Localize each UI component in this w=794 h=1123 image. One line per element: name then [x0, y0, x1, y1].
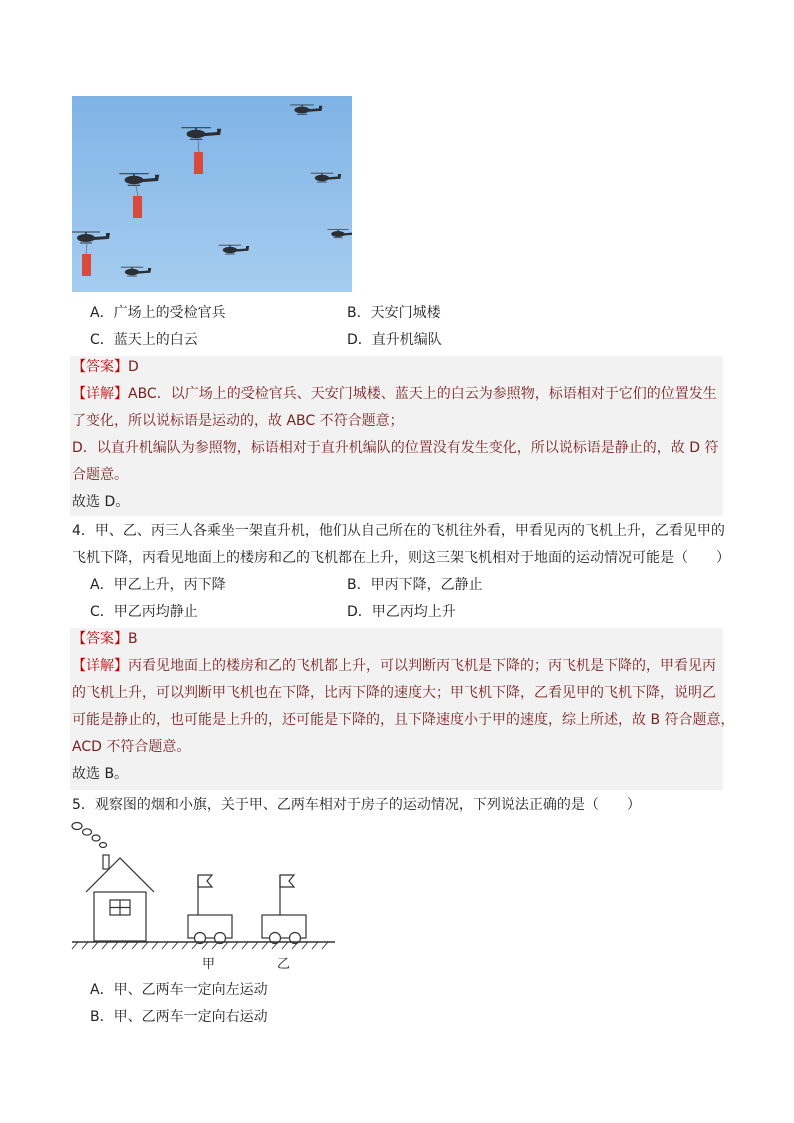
- conclusion: 故选 D。: [72, 494, 130, 510]
- q4-stem-line: 4．甲、乙、丙三人各乘坐一架直升机，他们从自己所在的飞机往外看，甲看见丙的飞机上升，乙看见甲的: [72, 523, 725, 539]
- q4-option-a: A．甲乙上升，丙下降: [90, 577, 226, 593]
- banner-icon: [194, 152, 203, 174]
- detail-text: 合题意。: [72, 467, 128, 483]
- detail-text: ACD 不符合题意。: [72, 739, 191, 755]
- answer-tag: 【答案】: [72, 631, 128, 647]
- car-label-jia: 甲: [202, 957, 216, 972]
- q5-stem: 5．观察图的烟和小旗，关于甲、乙两车相对于房子的运动情况，下列说法正确的是（ ）: [72, 797, 641, 813]
- q5-option-a: A．甲、乙两车一定向左运动: [90, 982, 268, 998]
- detail-text: 的飞机上升，可以判断甲飞机也在下降，比丙下降的速度大；甲飞机下降，乙看见甲的飞机下降，说明乙: [72, 685, 716, 701]
- q4-answer-block: [70, 628, 735, 790]
- q4-detail-line: [72, 657, 716, 675]
- q4-stem-line: 飞机下降，丙看见地面上的楼房和乙的飞机都在上升，则这三架飞机相对于地面的运动情况可能是（ ）: [72, 550, 730, 566]
- q3-detail-line: [72, 385, 717, 403]
- detail-tag: 【详解】: [72, 658, 128, 674]
- detail-text: ABC．以广场上的受检官兵、天安门城楼、蓝天上的白云为参照物，标语相对于它们的位置发生: [128, 386, 717, 402]
- q5-option-b: B．甲、乙两车一定向右运动: [90, 1009, 268, 1025]
- q4-option-d: D．甲乙丙均上升: [347, 604, 456, 620]
- helicopter-formation-photo: [72, 96, 352, 292]
- answer-value: B: [128, 631, 138, 647]
- flag-icon: [198, 875, 212, 915]
- banner-icon: [82, 254, 91, 276]
- q4-option-c: C．甲乙丙均静止: [90, 604, 198, 620]
- q5-figure: [70, 820, 340, 972]
- q4-option-b: B．甲丙下降，乙静止: [347, 577, 483, 593]
- detail-text: 可能是静止的，也可能是上升的，还可能是下降的，且下降速度小于甲的速度，综上所述，故 B 符合题意，: [72, 712, 735, 728]
- q3-option-d: D．直升机编队: [347, 332, 442, 348]
- detail-text: D．以直升机编队为参照物，标语相对于直升机编队的位置没有发生变化，所以说标语是静止的，故 D 符: [72, 440, 719, 456]
- house-icon: [86, 855, 154, 941]
- cart-icon: [188, 915, 232, 944]
- detail-tag: 【详解】: [72, 386, 128, 402]
- banner-icon: [133, 196, 142, 218]
- conclusion: 故选 B。: [72, 766, 129, 782]
- q3-option-b: B．天安门城楼: [347, 305, 441, 321]
- detail-text: 了变化，所以说标语是运动的，故 ABC 不符合题意；: [72, 413, 404, 429]
- car-label-yi: 乙: [277, 957, 291, 972]
- cart-icon: [262, 915, 306, 944]
- flag-icon: [280, 875, 294, 915]
- q3-answer-block: [70, 356, 723, 516]
- q3-option-c: C．蓝天上的白云: [90, 332, 198, 348]
- q3-answer-line: [72, 358, 139, 376]
- answer-value: D: [128, 359, 139, 375]
- q4-answer-line: [72, 630, 138, 648]
- q3-option-a: A．广场上的受检官兵: [90, 305, 226, 321]
- detail-text: 丙看见地面上的楼房和乙的飞机都上升，可以判断丙飞机是下降的；丙飞机是下降的，甲看见丙: [128, 658, 716, 674]
- answer-tag: 【答案】: [72, 359, 128, 375]
- smoke-icon: [72, 823, 107, 848]
